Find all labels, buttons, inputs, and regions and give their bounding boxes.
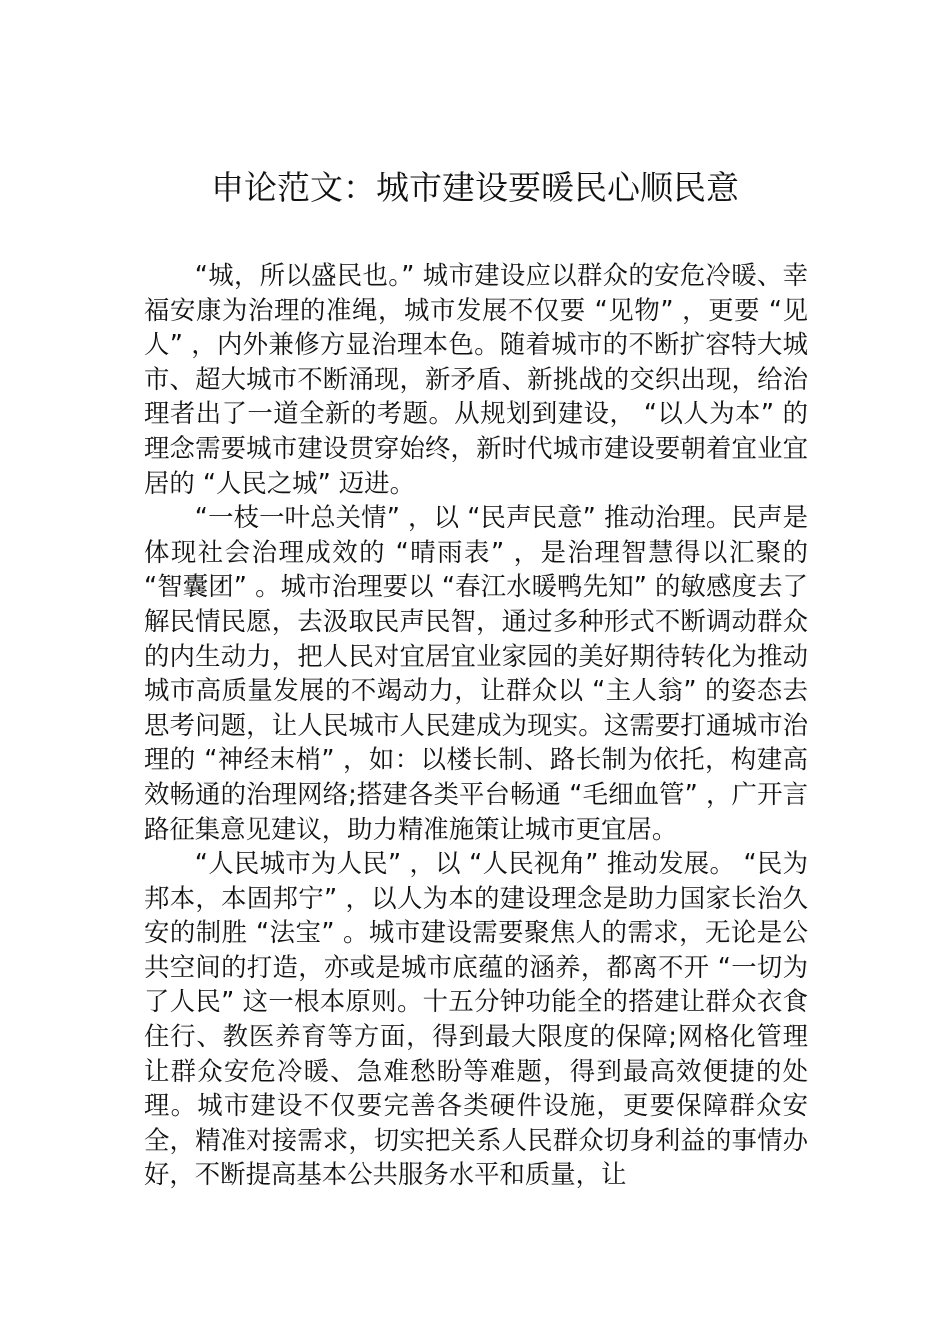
- page-title: 申论范文：城市建设要暖民心顺民意: [211, 168, 739, 207]
- paragraph-2: “一枝一叶总关情” ，以 “民声民意” 推动治理。民声是体现社会治理成效的 “晴雨表” ，是治理智慧得以汇聚的 “智囊团” 。城市治理要以 “春江水暖鸭先知” 的敏感度去了解民情民愿，去汲取民声民智，通过多种形式不断调动群众的内生动力，把人民对宜居宜业家园的美好期待转化为推动城市高质量发展的不竭动力，让群众以 “主人翁” 的姿态去思考问题，让人民城市人民建成为现实。这需要打通城市治理的 “神经末梢” ，如：以楼长制、路长制为依托，构建高效畅通的治理网络;搭建各类平台畅通 “毛细血管” ，广开言路征集意见建议，助力精准施策让城市更宜居。: [144, 502, 808, 844]
- paragraph-1: “城，所以盛民也。” 城市建设应以群众的安危冷暖、幸福安康为治理的准绳，城市发展不仅要 “见物” ，更要 “见人” ，内外兼修方显治理本色。随着城市的不断扩容特大城市、超大城市不断涌现，新矛盾、新挑战的交织出现，给治理者出了一道全新的考题。从规划到建设， “以人为本” 的理念需要城市建设贯穿始终，新时代城市建设要朝着宜业宜居的 “人民之城” 迈进。: [144, 260, 808, 498]
- paragraph-3: “人民城市为人民” ，以 “人民视角” 推动发展。 “民为邦本，本固邦宁” ，以人为本的建设理念是助力国家长治久安的制胜 “法宝” 。城市建设需要聚焦人的需求，无论是公共空间的打造，亦或是城市底蕴的涵养，都离不开 “一切为了人民” 这一根本原则。十五分钟功能全的搭建让群众衣食住行、教医养育等方面，得到最大限度的保障;网格化管理让群众安危冷暖、急难愁盼等难题，得到最高效便捷的处理。城市建设不仅要完善各类硬件设施，更要保障群众安全，精准对接需求，切实把关系人民群众切身利益的事情办好，不断提高基本公共服务水平和质量，让: [144, 848, 808, 1190]
- article-body: [144, 258, 808, 1192]
